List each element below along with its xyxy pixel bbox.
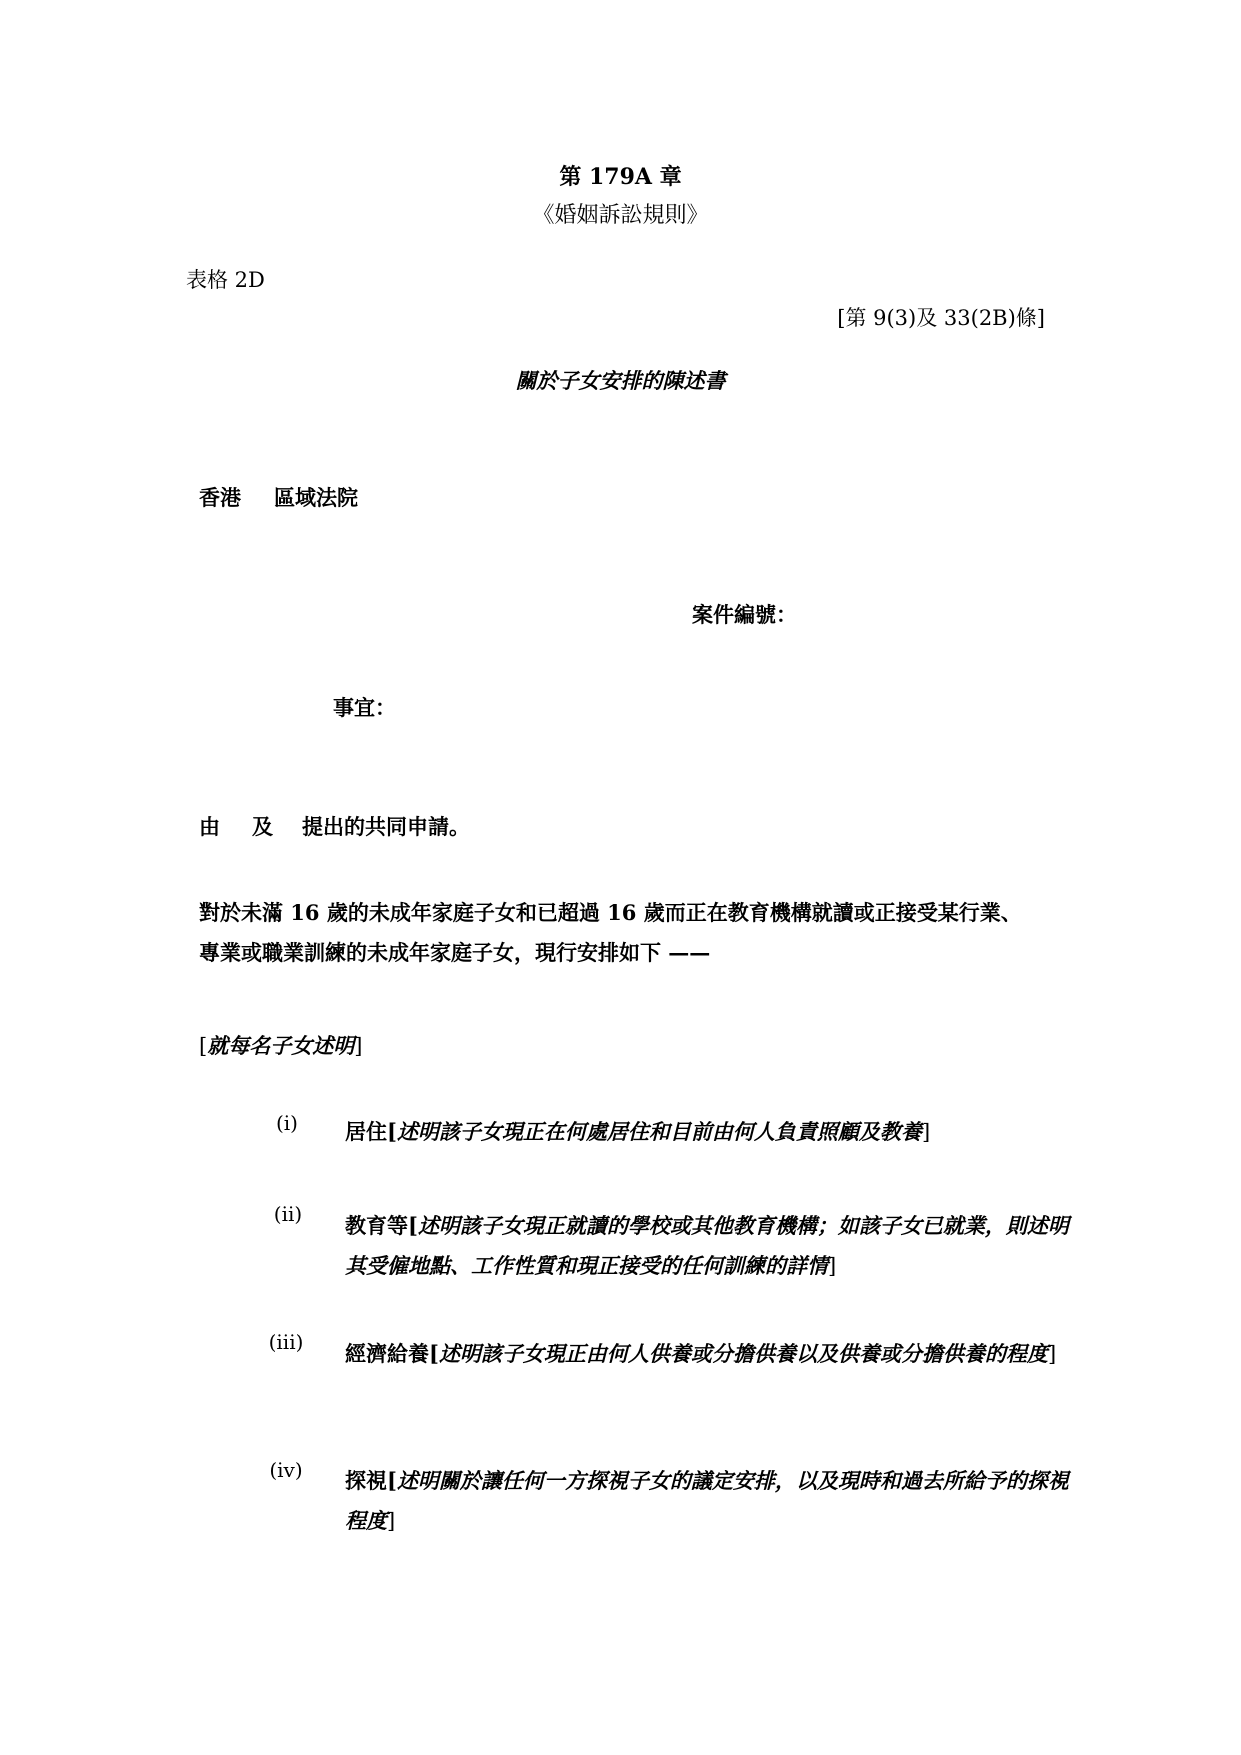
item-number: (iii) — [268, 1330, 304, 1354]
item-education — [345, 1206, 1080, 1286]
each-child-text: 就每名子女述明 — [207, 1033, 355, 1058]
item-description: 述明該子女現正由何人供養或分擔供養以及供養或分擔供養的程度 — [438, 1341, 1048, 1366]
form-reference: [第 9(3)及 33(2B)條] — [837, 306, 1045, 330]
each-child-note — [199, 1030, 362, 1060]
item-description: 述明關於讓任何一方探視子女的議定安排，以及現時和過去所給予的探視程度 — [345, 1468, 1069, 1533]
case-number-label: 案件編號： — [692, 602, 797, 627]
form-heading: 關於子女安排的陳述書 — [515, 368, 726, 393]
item-close: ] — [921, 1120, 931, 1144]
item-residence — [345, 1112, 1080, 1152]
application-by: 由 — [199, 814, 220, 839]
rules-title: 《婚姻訴訟規則》 — [532, 203, 709, 228]
item-financial-support — [345, 1334, 1080, 1374]
court-name: 區域法院 — [274, 485, 358, 510]
chapter-number: 第 179A 章 — [559, 164, 682, 190]
item-access — [345, 1461, 1080, 1541]
application-and: 及 — [252, 814, 273, 839]
item-number: (i) — [275, 1111, 298, 1135]
form-number: 表格 2D — [186, 268, 265, 292]
item-label: 探視[ — [345, 1468, 397, 1493]
item-description: 述明該子女現正在何處居住和目前由何人負責照顧及教養 — [396, 1119, 922, 1144]
item-close: ] — [387, 1509, 396, 1533]
item-label: 經濟給養[ — [345, 1341, 439, 1366]
item-close: ] — [828, 1254, 837, 1278]
item-description: 述明該子女現正就讀的學校或其他教育機構；如該子女已就業，則述明其受僱地點、工作性質和現正接受的任何訓練的詳情 — [345, 1213, 1069, 1278]
item-close: ] — [1047, 1342, 1057, 1366]
intro-line-2: 專業或職業訓練的未成年家庭子女，現行安排如下 —— — [199, 940, 711, 965]
item-number: (iv) — [269, 1458, 303, 1482]
matter-label: 事宜： — [333, 695, 396, 720]
intro-line-1: 對於未滿 16 歲的未成年家庭子女和已超過 16 歲而正在教育機構就讀或正接受某行業、 — [199, 900, 1022, 925]
item-label: 教育等[ — [345, 1213, 418, 1238]
item-number: (ii) — [273, 1202, 303, 1226]
application-text: 提出的共同申請。 — [302, 814, 470, 839]
bracket-open: [ — [199, 1034, 208, 1058]
item-label: 居住[ — [345, 1119, 397, 1144]
bracket-close: ] — [354, 1034, 363, 1058]
court-place: 香港 — [199, 485, 241, 510]
intro-paragraph — [199, 893, 1079, 973]
